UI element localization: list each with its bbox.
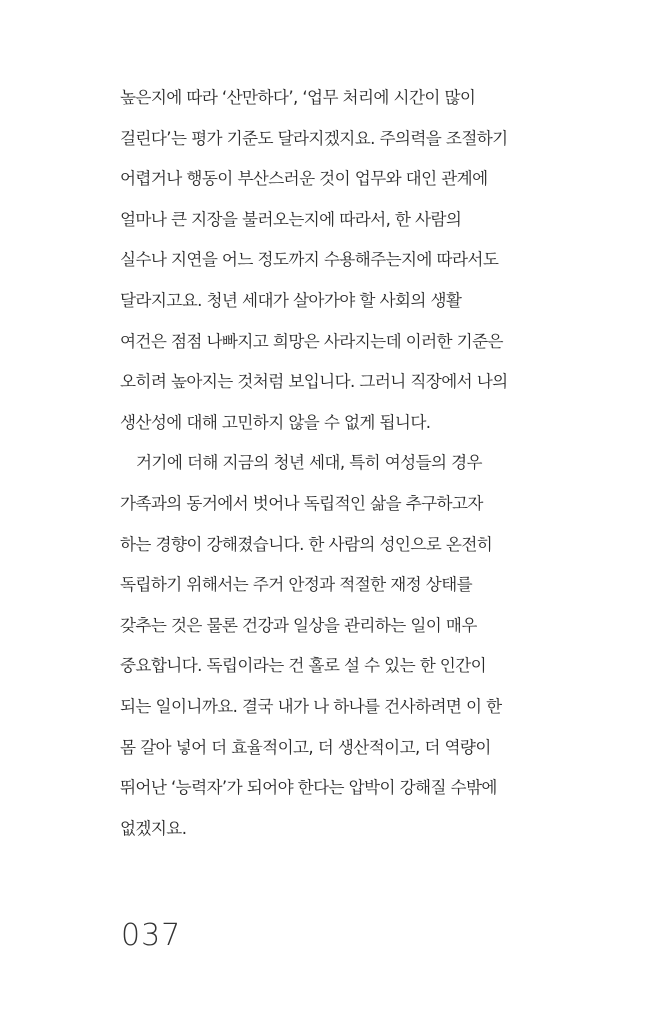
text-line: 갖추는 것은 물론 건강과 일상을 관리하는 일이 매우 <box>120 615 477 635</box>
text-line: 오히려 높아지는 것처럼 보입니다. 그러니 직장에서 나의 <box>120 372 508 392</box>
text-line: 높은지에 따라 ‘산만하다’, ‘업무 처리에 시간이 많이 <box>120 88 476 107</box>
text-line: 가족과의 동거에서 벗어나 독립적인 삶을 추구하고자 <box>120 493 483 513</box>
text-line: 실수나 지연을 어느 정도까지 수용해주는지에 따라서도 <box>120 250 499 270</box>
text-line: 하는 경향이 강해졌습니다. 한 사람의 성인으로 온전히 <box>120 534 493 554</box>
paragraph-start-line: 거기에 더해 지금의 청년 세대, 특히 여성들의 경우 <box>136 453 482 473</box>
text-line: 없겠지요. <box>120 818 187 838</box>
text-line: 중요합니다. 독립이라는 건 홀로 설 수 있는 한 인간이 <box>120 656 487 676</box>
text-line: 여건은 점점 나빠지고 희망은 사라지는데 이러한 기준은 <box>120 331 503 351</box>
text-line: 어렵거나 행동이 부산스러운 것이 업무와 대인 관계에 <box>120 169 488 189</box>
text-line: 독립하기 위해서는 주거 안정과 적절한 재정 상태를 <box>120 575 473 595</box>
page-number: 037 <box>121 918 182 953</box>
text-line: 뛰어난 ‘능력자’가 되어야 한다는 압박이 강해질 수밖에 <box>120 778 497 798</box>
body-text <box>120 78 590 849</box>
text-line: 생산성에 대해 고민하지 않을 수 없게 됩니다. <box>120 412 431 432</box>
text-line: 달라지고요. 청년 세대가 살아가야 할 사회의 생활 <box>120 290 462 310</box>
text-line: 걸린다’는 평가 기준도 달라지겠지요. 주의력을 조절하기 <box>120 128 508 148</box>
text-line: 얼마나 큰 지장을 불러오는지에 따라서, 한 사람의 <box>120 209 462 229</box>
text-line: 되는 일이니까요. 결국 내가 나 하나를 건사하려면 이 한 <box>120 696 502 716</box>
text-line: 몸 갈아 넣어 더 효율적이고, 더 생산적이고, 더 역량이 <box>120 737 491 757</box>
